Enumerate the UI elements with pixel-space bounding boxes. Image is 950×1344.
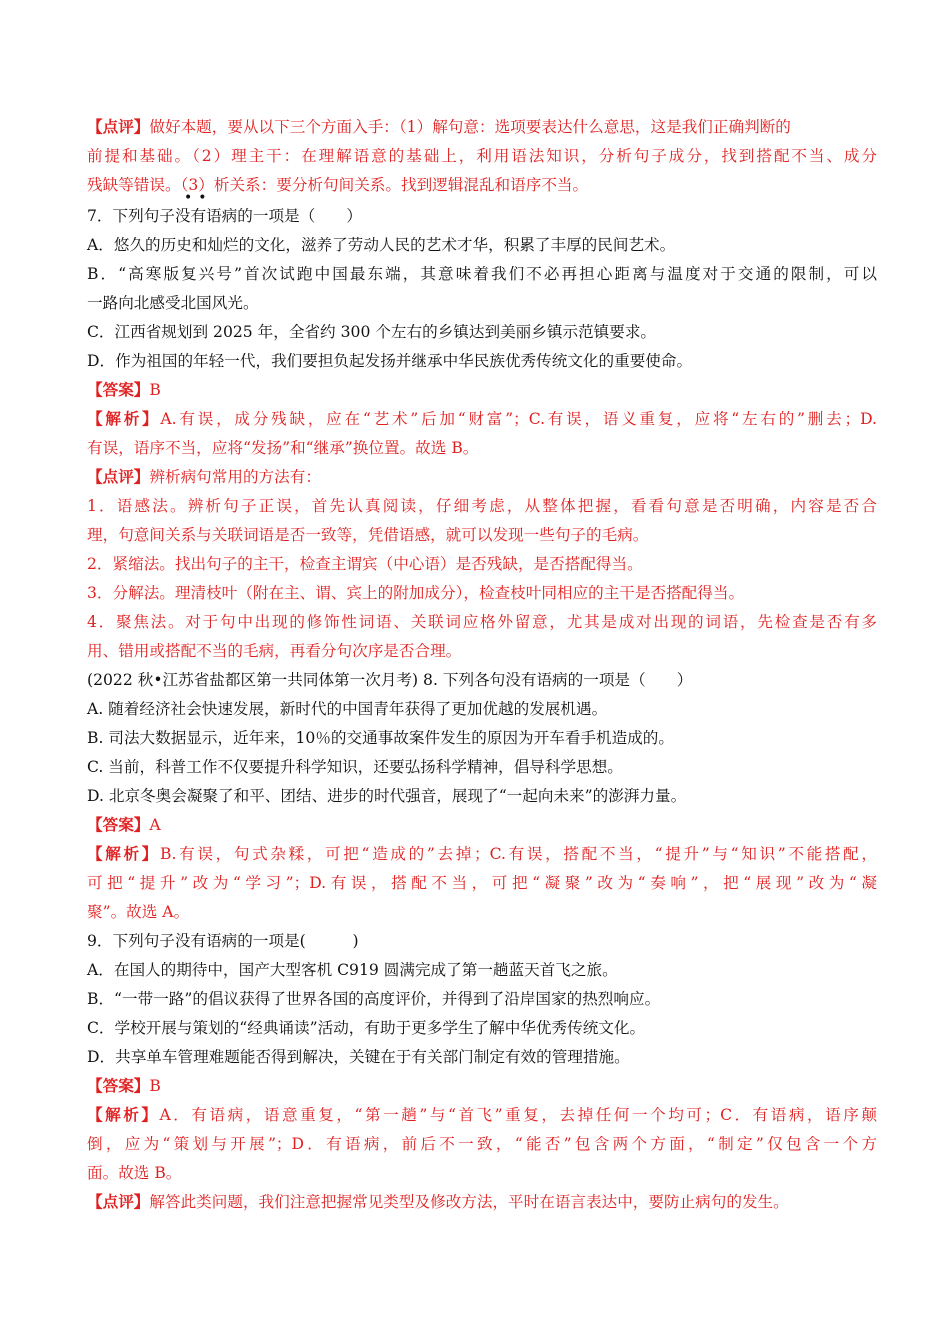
method-4-cont: 用、错用或搭配不当的毛病，再看分句次序是否合理。	[87, 642, 462, 660]
comment-text: 解答此类问题，我们注意把握常见类型及修改方法，平时在语言表达中，要防止病句的发生。	[149, 1193, 789, 1211]
analysis-text: B.有误，句式杂糅，可把“造成的”去掉；C.有误，搭配不当，“提升”与“知识”不能搭配，	[160, 845, 877, 863]
emphasis-dots: ••	[184, 190, 213, 206]
option-c: C. 当前，科普工作不仅要提升科学知识，还要弘扬科学精神，倡导科学思想。	[87, 758, 623, 776]
analysis-line: 面。故选 B。	[87, 1164, 182, 1182]
question-8-stem: (2022 秋•江苏省盐都区第一共同体第一次月考) 8. 下列各句没有语病的一项是（ ）	[87, 671, 693, 689]
answer-tag: 【答案】	[87, 380, 150, 399]
option-d: D．共享单车管理难题能否得到解决，关键在于有关部门制定有效的管理措施。	[87, 1048, 630, 1066]
comment-line	[87, 1192, 877, 1212]
comment-line	[87, 467, 877, 487]
answer-value: A	[149, 816, 161, 834]
question-9-stem: 9．下列句子没有语病的一项是( )	[87, 932, 359, 950]
comment-text: 做好本题，要从以下三个方面入手：（1）解句意：选项要表达什么意思，这是我们正确判断的	[149, 118, 791, 136]
comment-line	[87, 117, 877, 137]
option-a: A．在国人的期待中，国产大型客机 C919 圆满完成了第一趟蓝天首飞之旅。	[87, 961, 618, 979]
option-d: D. 北京冬奥会凝聚了和平、团结、进步的时代强音，展现了“一起向未来”的澎湃力量。	[87, 787, 687, 805]
analysis-line: 倒，应为“策划与开展”；D．有语病，前后不一致，“能否”包含两个方面，“制定”仅包含一个方	[87, 1135, 877, 1153]
question-7-stem: 7．下列句子没有语病的一项是（ ）	[87, 207, 363, 225]
method-1: 1．语感法。辨析句子正误，首先认真阅读，仔细考虑，从整体把握，看看句意是否明确，内容是否合	[87, 497, 877, 515]
analysis-tag: 【解析】	[87, 409, 161, 428]
analysis-line	[87, 1105, 877, 1125]
comment-line: 残缺等错误。（3）析关系：要分析句间关系。找到逻辑混乱和语序不当。	[87, 176, 589, 194]
answer-value: B	[149, 381, 161, 399]
answer-line	[87, 1076, 877, 1096]
analysis-line: 有误，语序不当，应将“发扬”和“继承”换位置。故选 B。	[87, 439, 479, 457]
option-a: A．悠久的历史和灿烂的文化，滋养了劳动人民的艺术才华，积累了丰厚的民间艺术。	[87, 236, 676, 254]
option-b: B. 司法大数据显示，近年来，10％的交通事故案件发生的原因为开车看手机造成的。	[87, 729, 674, 747]
comment-line: 前提和基础。（2）理主干：在理解语意的基础上，利用语法知识，分析句子成分，找到搭配不当、成分	[87, 147, 877, 165]
analysis-tag: 【解析】	[87, 1105, 160, 1124]
analysis-text: A.有误，成分残缺，应在“艺术”后加“财富”；C.有误，语义重复，应将“左右的”删去；D.	[160, 410, 877, 428]
answer-value: B	[149, 1077, 161, 1095]
answer-tag: 【答案】	[87, 815, 150, 834]
analysis-line	[87, 409, 877, 429]
comment-text: 辨析病句常用的方法有：	[149, 468, 321, 486]
option-b: B．“一带一路”的倡议获得了世界各国的高度评价，并得到了沿岸国家的热烈响应。	[87, 990, 661, 1008]
comment-tag: 【点评】	[87, 467, 150, 486]
analysis-text: A．有语病，语意重复，“第一趟”与“首飞”重复，去掉任何一个均可；C．有语病，语序颠	[159, 1106, 877, 1124]
option-b-cont: 一路向北感受北国风光。	[87, 294, 259, 312]
option-a: A. 随着经济社会快速发展，新时代的中国青年获得了更加优越的发展机遇。	[87, 700, 608, 718]
analysis-line: 聚”。故选 A。	[87, 903, 190, 921]
answer-tag: 【答案】	[87, 1076, 150, 1095]
option-c: C．学校开展与策划的“经典诵读”活动，有助于更多学生了解中华优秀传统文化。	[87, 1019, 646, 1037]
comment-tag: 【点评】	[87, 117, 150, 136]
answer-line	[87, 380, 877, 400]
method-3: 3．分解法。理清枝叶（附在主、谓、宾上的附加成分），检查枝叶同相应的主干是否搭配得当。	[87, 584, 745, 602]
analysis-tag: 【解析】	[87, 844, 160, 863]
option-d: D．作为祖国的年轻一代，我们要担负起发扬并继承中华民族优秀传统文化的重要使命。	[87, 352, 693, 370]
method-2: 2．紧缩法。找出句子的主干，检查主谓宾（中心语）是否残缺，是否搭配得当。	[87, 555, 643, 573]
option-c: C．江西省规划到 2025 年，全省约 300 个左右的乡镇达到美丽乡镇示范镇要求。	[87, 323, 657, 341]
analysis-line	[87, 844, 877, 864]
option-b: B．“高寒版复兴号”首次试跑中国最东端，其意味着我们不必再担心距离与温度对于交通的限制，可以	[87, 265, 877, 283]
method-4: 4．聚焦法。对于句中出现的修饰性词语、关联词应格外留意，尤其是成对出现的词语，先检查是否有多	[87, 613, 877, 631]
method-1-cont: 理，句意间关系与关联词语是否一致等，凭借语感，就可以发现一些句子的毛病。	[87, 526, 649, 544]
answer-line	[87, 815, 877, 835]
comment-tag: 【点评】	[87, 1192, 150, 1211]
analysis-line: 可把“提升”改为“学习”；D.有误，搭配不当，可把“凝聚”改为“奏响”，把“展现”改为“凝	[87, 874, 877, 892]
